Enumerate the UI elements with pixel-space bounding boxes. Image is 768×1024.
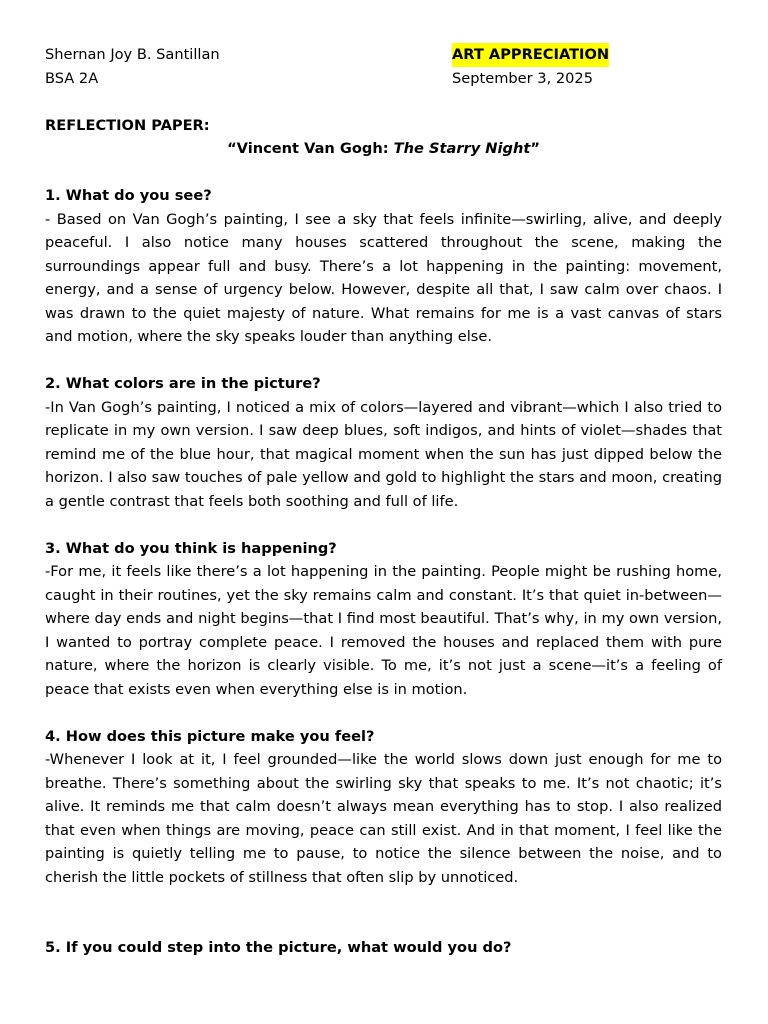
paper-title-italic: The Starry Night <box>393 140 531 157</box>
document-page <box>45 43 722 960</box>
paper-title <box>45 137 722 161</box>
paper-title-prefix: “Vincent Van Gogh: <box>227 140 394 157</box>
subject-label: ART APPRECIATION <box>452 43 609 67</box>
paper-title-suffix: ” <box>530 140 540 157</box>
question-heading-3: 3. What do you think is happening? <box>45 539 337 557</box>
spacer <box>45 701 722 725</box>
spacer <box>45 349 722 373</box>
question-answer-3: -For me, it feels like there’s a lot happening in the painting. People might be rushing home, caught in their routines, yet the sky remains calm and constant. It’s that quiet in-between—where day ends and night begins—that I find most beautiful. That’s why, in my own version, I wanted to portray complete peace. I removed the houses and replaced them with pure nature, where the horizon is clearly visible. To me, it’s not just a scene—it’s a feeling of peace that exists even when everything else is in motion. <box>45 563 722 698</box>
student-name: Shernan Joy B. Santillan <box>45 46 220 63</box>
question-heading-4: 4. How does this picture make you feel? <box>45 727 375 745</box>
spacer-large <box>45 889 722 936</box>
question-answer-1: - Based on Van Gogh’s painting, I see a sky that feels infinite—swirling, alive, and deeply peaceful. I also notice many houses scattered throughout the scene, making the surroundings appear full and busy. There’s a lot happening in the painting: movement, energy, and a sense of urgency below. However, despite all that, I saw calm over chaos. I was drawn to the quiet majesty of nature. What remains for me is a vast canvas of stars and motion, where the sky speaks louder than anything else. <box>45 210 722 345</box>
paper-date: September 3, 2025 <box>452 69 594 87</box>
question-heading-1: 1. What do you see? <box>45 187 212 204</box>
spacer <box>45 161 722 185</box>
header-row-2 <box>45 67 722 91</box>
student-section: BSA 2A <box>45 69 99 87</box>
spacer <box>45 90 722 114</box>
paper-label: REFLECTION PAPER: <box>45 116 210 134</box>
question-answer-2: -In Van Gogh’s painting, I noticed a mix of colors—layered and vibrant—which I also tried to replicate in my own version. I saw deep blues, soft indigos, and hints of violet—shades that remind me of the blue hour, that magical moment when the sun has just dipped below the horizon. I also saw touches of pale yellow and gold to highlight the stars and moon, creating a gentle contrast that feels both soothing and full of life. <box>45 398 722 510</box>
question-heading-5: 5. If you could step into the picture, what would you do? <box>45 939 512 956</box>
spacer <box>45 513 722 537</box>
question-answer-4: -Whenever I look at it, I feel grounded—like the world slows down just enough for me to breathe. There’s something about the swirling sky that speaks to me. It’s not chaotic; it’s alive. It reminds me that calm doesn’t always mean everything has to stop. I also realized that even when things are moving, peace can still exist. And in that moment, I feel like the painting is quietly telling me to pause, to notice the silence between the noise, and to cherish the little pockets of stillness that often slip by unnoticed. <box>45 751 722 886</box>
header-row-1 <box>45 43 722 67</box>
question-heading-2: 2. What colors are in the picture? <box>45 375 321 392</box>
